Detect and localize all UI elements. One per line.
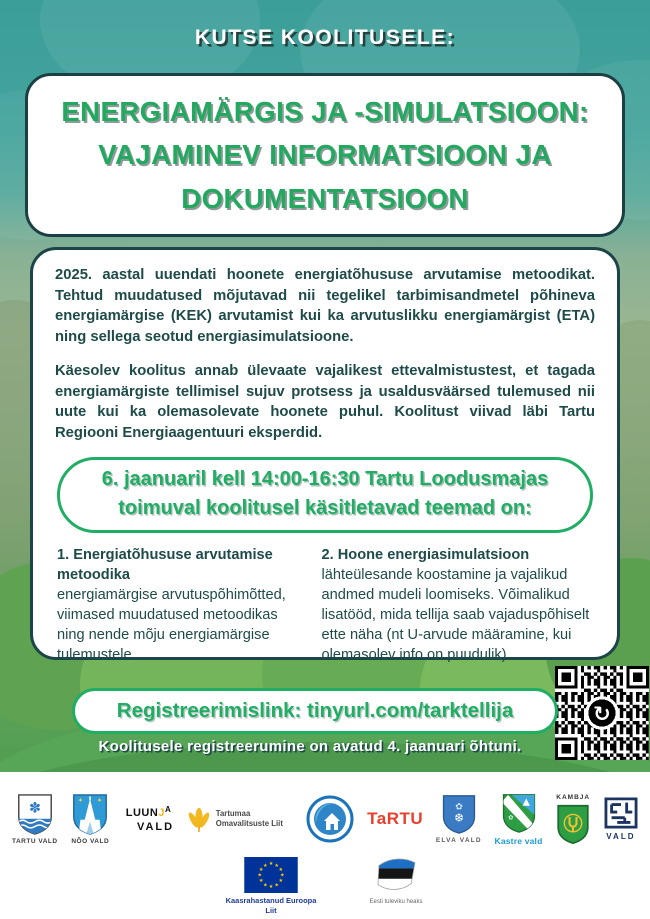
elva-vald-label: ELVA VALD xyxy=(435,837,482,844)
svg-text:★: ★ xyxy=(263,882,268,889)
kastre-vald-coat-of-arms-icon xyxy=(500,793,538,833)
topic-1 xyxy=(57,545,304,666)
logo-tartu-regiooni-energiaagentuur xyxy=(306,795,354,843)
svg-text:✿: ✿ xyxy=(507,813,513,821)
topic-2-heading: 2. Hoone energiasimulatsioon xyxy=(321,546,530,563)
poster-title-line-2: VAJAMINEV INFORMATSIOON JA xyxy=(98,139,552,171)
svg-text:✦: ✦ xyxy=(96,797,103,805)
svg-text:↻: ↻ xyxy=(593,702,611,726)
svg-text:★: ★ xyxy=(268,861,274,868)
energy-agency-circle-icon xyxy=(306,795,354,843)
poster-title-line-1: ENERGIAMÄRGIS JA -SIMULATSIOON: xyxy=(61,95,589,127)
svg-text:★: ★ xyxy=(278,866,284,873)
peipsiaare-vald-label: VALD xyxy=(606,832,636,841)
kambja-vald-label: KAMBJA xyxy=(556,794,591,801)
invitation-badge: KUTSE KOOLITUSELE: xyxy=(194,26,456,49)
tartu-city-wordmark: TaRTU xyxy=(367,809,424,828)
tartumaa-omavalitsuste-liit-label: Tartumaa Omavalitsuste Liit xyxy=(215,808,283,828)
peipsiaare-vald-maze-icon xyxy=(604,797,638,829)
svg-text:★: ★ xyxy=(278,878,284,885)
svg-text:★: ★ xyxy=(280,872,285,879)
kambja-vald-coat-of-arms-icon xyxy=(555,804,591,844)
noo-vald-label: NÕO VALD xyxy=(71,838,110,845)
municipal-logos-row xyxy=(0,772,650,854)
logo-noo-vald xyxy=(70,793,110,845)
svg-text:★: ★ xyxy=(258,866,264,873)
session-info-banner xyxy=(57,457,593,533)
logo-elva-vald xyxy=(436,794,482,844)
topic-2 xyxy=(322,545,593,666)
svg-text:✦: ✦ xyxy=(77,797,84,805)
intro-paragraph-2: Käesolev koolitus annab ülevaate vajalikest ettevalmistustest, et tagada energiamärgiste tellimisel sujuv protsess ja usaldusväärsed tulemused nii uute kui ka olemasolevate hoonete puhul. Koolitust viivad läbi Tartu Regiooni Energiaagentuuri eksperdid. xyxy=(55,362,595,441)
logo-luunja-vald: $LUUNJ^A$ VALD xyxy=(125,804,175,833)
svg-text:★: ★ xyxy=(257,872,262,879)
logo-kastre-vald xyxy=(494,793,542,846)
eu-flag-icon xyxy=(244,857,298,893)
logo-peipsiaare-vald xyxy=(604,797,638,841)
luunja-vald-wordmark: $LUUNJ^A$ xyxy=(125,804,172,819)
tartumaa-leaf-icon xyxy=(187,805,211,833)
session-info-line-2: toimuval koolitusel käsitletavad teemad on: xyxy=(118,496,532,519)
registration-deadline-note: Koolitusele registreerumine on avatud 4. jaanuari õhtuni. xyxy=(98,738,522,755)
topic-2-body: lähteülesande koostamine ja vajalikud andmed mudeli loomiseks. Võimalikud lisatööd, mida tellija saab vajaduspõhiselt ette näha (nt U-arvude määramine, kui olemasolev info on puudulik). xyxy=(321,566,590,664)
logo-tartu-vald xyxy=(12,793,58,845)
topics-columns xyxy=(55,545,595,666)
svg-text:★: ★ xyxy=(274,862,279,869)
content-box xyxy=(30,247,620,664)
logo-kambja-vald xyxy=(555,794,591,844)
tartu-vald-coat-of-arms-icon xyxy=(15,793,55,835)
kastre-vald-label: Kastre vald xyxy=(494,835,543,846)
svg-text:❆: ❆ xyxy=(454,812,464,825)
logo-tartumaa-omavalitsuste-liit xyxy=(187,805,294,833)
svg-text:★: ★ xyxy=(263,862,268,869)
svg-text:★: ★ xyxy=(268,883,274,890)
registration-link-pill[interactable] xyxy=(72,688,558,734)
tartu-vald-label: TARTU VALD xyxy=(12,838,58,845)
footer-logos-bar xyxy=(0,772,650,919)
elva-vald-coat-of-arms-icon xyxy=(440,794,478,834)
funding-logos-row xyxy=(0,857,650,916)
title-box xyxy=(25,73,625,237)
eu-cofunded-label: Kaasrahastanud Euroopa Liit xyxy=(225,896,317,916)
logo-tartu-linn xyxy=(367,809,423,829)
logo-estonia-future xyxy=(365,857,427,906)
registration-link-text[interactable]: Registreerimislink: tinyurl.com/tarktellija xyxy=(116,699,514,722)
svg-text:✽: ✽ xyxy=(28,800,41,817)
svg-text:✿: ✿ xyxy=(455,801,463,812)
intro-paragraph-1: 2025. aastal uuendati hoonete energiatõhususe arvutamise metoodikat. Tehtud muudatused mõjutavad nii tegelikel tarbimisandmetel põhineva energiamärgise (KEK) arvutamist kui ka arvutuslikku energiamärgist (ETA) ning sellega seotud energiasimulatsioone. xyxy=(55,267,595,346)
poster-title-line-3: DOKUMENTATSIOON xyxy=(181,182,469,214)
topic-1-body: energiamärgise arvutuspõhimõtted, viimased muudatused metoodikas ning nende mõju energiamärgise tulemustele. xyxy=(57,586,286,664)
estonia-future-label: Eesti tuleviku heaks xyxy=(369,899,423,905)
noo-vald-coat-of-arms-icon xyxy=(70,793,110,835)
svg-text:★: ★ xyxy=(274,882,279,889)
estonian-flag-icon xyxy=(372,857,420,895)
svg-text:★: ★ xyxy=(258,878,264,885)
logo-eu-cofunded xyxy=(223,857,319,916)
topic-1-heading: 1. Energiatõhususe arvutamise metoodika xyxy=(57,546,273,583)
session-info-line-1: 6. jaanuaril kell 14:00-16:30 Tartu Loodusmajas xyxy=(101,467,549,490)
